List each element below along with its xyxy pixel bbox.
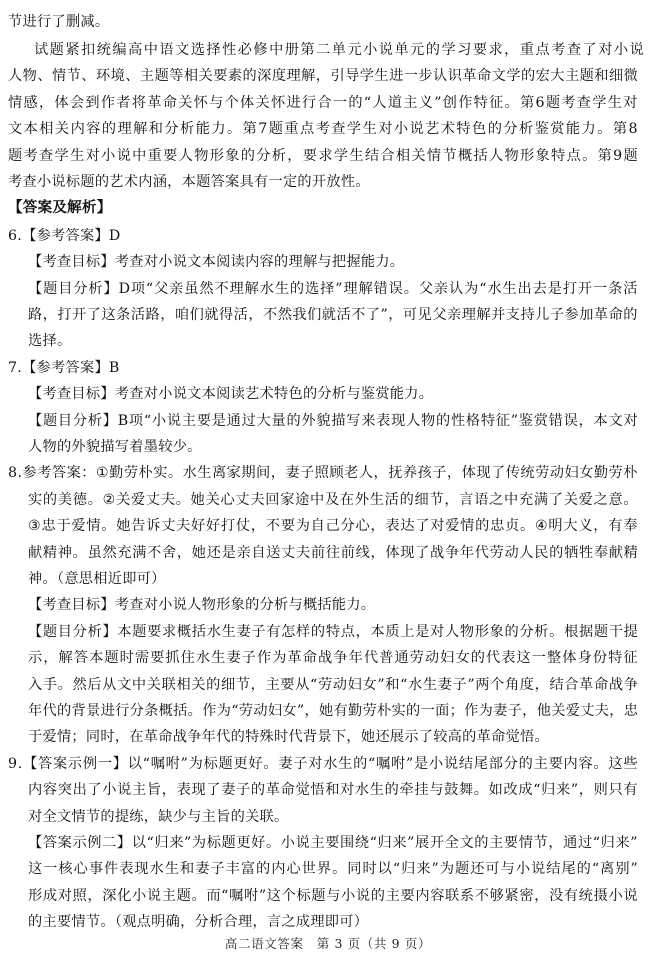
text-line: 节进行了删减。 xyxy=(8,14,110,30)
text-line: 示 ， 解 答 本 题 时 需 要 抓 住 水 生 妻 子 作 为 革 命 战 争 年 代 普 通 劳 动 妇 女 的 代 表 这 一 整 体 身 份 特 征 xyxy=(28,650,638,666)
text-line: 献 精 神 。 虽 然 充 满 不 舍 ， 她 还 是 亲 自 送 丈 夫 前 往 前 线 ， 体 现 了 战 争 年 代 劳 动 人 民 的 牺 牲 奉 献 精 xyxy=(28,545,638,561)
text-line: 9 . 【 答 案 示 例 一 】 以 “ 嘱 咐 ” 为 标 题 更 好 。 妻 子 对 水 生 的 “ 嘱 咐 ” 是 小 说 结 尾 部 分 的 主 要 内 容 。 这 些 xyxy=(8,756,638,772)
text-line: 入 手 。 然 后 从 文 中 关 联 相 关 的 细 节 ， 主 要 从 “ 劳 动 妇 女 ” 和 “ 水 生 妻 子 ” 两 个 角 度 ， 结 合 革 命 战 争 xyxy=(28,677,638,693)
text-line: 人 物 、 情 节 、 环 境 、 主 题 等 相 关 要 素 的 深 度 理 解 ， 引 导 学 生 进 一 步 认 识 革 命 文 学 的 宏 大 主 题 和 细 微 xyxy=(8,68,638,84)
text-line: 对全文情节的提练，缺少与主旨的关联。 xyxy=(28,809,289,825)
text-line: 神。（意思相近即可） xyxy=(28,571,166,587)
text-line: 这 一 核 心 事 件 表 现 水 生 和 妻 子 丰 富 的 内 心 世 界 。 同 时 以 “ 归 来 ” 为 题 还 可 与 小 说 结 尾 的 “ 离 别 ” xyxy=(28,861,638,877)
text-line: 【考查目标】考查对小说文本阅读内容的理解与把握能力。 xyxy=(28,254,405,270)
section-heading: 【答案及解析】 xyxy=(8,200,112,216)
text-line: 【 题 目 分 析 】 B 项 “ 小 说 主 要 是 通 过 大 量 的 外 貌 描 写 来 表 现 人 物 的 性 格 特 征 ” 鉴 赏 错 误 ， 本 文 对 xyxy=(28,413,638,429)
text-line: 内 容 突 出 了 小 说 主 旨 ， 表 现 了 妻 子 的 革 命 觉 悟 和 对 水 生 的 牵 挂 与 鼓 舞 。 如 改 成 “ 归 来 ” ， 则 只 有 xyxy=(28,782,638,798)
text-line: 【考查目标】考查对小说文本阅读艺术特色的分析与鉴赏能力。 xyxy=(28,386,434,402)
text-line: 题 考 查 学 生 对 小 说 中 重 要 人 物 形 象 的 分 析 ， 要 求 学 生 结 合 相 关 情 节 概 括 人 物 形 象 特 点 。 第 9 题 xyxy=(8,148,638,164)
text-line: 文 本 相 关 内 容 的 理 解 和 分 析 能 力 。 第 7 题 重 点 考 查 学 生 对 小 说 艺 术 特 色 的 分 析 鉴 赏 能 力 。 第 8 xyxy=(8,121,638,137)
text-line: 人物的外貌描写着墨较少。 xyxy=(28,439,202,455)
page-footer: 高二语文答案 第 3 页（共 9 页） xyxy=(224,936,432,951)
text-line: 【考查目标】考查对小说人物形象的分析与概括能力。 xyxy=(28,597,376,613)
text-line: 于爱情；同时，在革命战争年代的特殊时代背景下，她还展示了较高的革命觉悟。 xyxy=(28,729,549,745)
text-line: 形 成 对 照 ， 深 化 小 说 主 题 。 而 “ 嘱 咐 ” 这 个 标 题 与 小 说 的 主 要 内 容 联 系 不 够 紧 密 ， 没 有 统 摄 小 说 xyxy=(28,888,638,904)
text-line: 试 题 紧 扣 统 编 高 中 语 文 选 择 性 必 修 中 册 第 二 单 元 小 说 单 元 的 学 习 要 求 ， 重 点 考 查 了 对 小 说 xyxy=(34,42,644,58)
text-line: 路 ， 打 开 了 这 条 活 路 ， 咱 们 就 得 活 ， 不 然 我 们 就 活 不 了 ” ， 可 见 父 亲 理 解 并 支 持 儿 子 参 加 革 命 的 xyxy=(28,307,638,323)
text-line: ③ 忠 于 爱 情 。 她 告 诉 丈 夫 好 好 打 仗 ， 不 要 为 自 己 分 心 ， 表 达 了 对 爱 情 的 忠 贞 。 ④ 明 大 义 ， 有 奉 xyxy=(28,518,638,534)
text-line: 【 答 案 示 例 二 】 以 “ 归 来 ” 为 标 题 更 好 。 小 说 主 要 围 绕 “ 归 来 ” 展 开 全 文 的 主 要 情 节 ， 通 过 “ 归 来 ” xyxy=(28,835,638,851)
text-line: 考查小说标题的艺术内涵，本题答案具有一定的开放性。 xyxy=(8,174,370,190)
answer-number: 7.【参考答案】B xyxy=(8,360,120,376)
document-page xyxy=(8,4,648,960)
text-line: 选择。 xyxy=(28,333,72,349)
text-line: 情 感 ， 体 会 到 作 者 将 革 命 关 怀 与 个 体 关 怀 进 行 合 一 的 “ 人 道 主 义 ” 创 作 特 征 。 第 6 题 考 查 学 生 对 xyxy=(8,95,638,111)
text-line: 实 的 美 德 。 ② 关 爱 丈 夫 。 她 关 心 丈 夫 回 家 途 中 及 在 外 生 活 的 细 节 ， 言 语 之 中 充 满 了 关 爱 之 意 。 xyxy=(28,492,638,508)
answer-number: 6.【参考答案】D xyxy=(8,228,121,244)
text-line: 【 题 目 分 析 】 本 题 要 求 概 括 水 生 妻 子 有 怎 样 的 特 点 ， 本 质 上 是 对 人 物 形 象 的 分 析 。 根 据 题 干 提 xyxy=(28,624,638,640)
text-line: 【 题 目 分 析 】 D 项 “ 父 亲 虽 然 不 理 解 水 生 的 选 择 ” 理 解 错 误 。 父 亲 认 为 “ 水 生 出 去 是 打 开 一 条 活 xyxy=(28,281,638,297)
text-line: 8 . 参 考 答 案 ： ① 勤 劳 朴 实 。 水 生 离 家 期 间 ， 妻 子 照 顾 老 人 ， 抚 养 孩 子 ， 体 现 了 传 统 劳 动 妇 女 勤 劳 朴 xyxy=(8,465,638,481)
text-line: 年 代 的 背 景 进 行 分 条 概 括 。 作 为 “ 劳 动 妇 女 ” ， 她 有 勤 劳 朴 实 的 一 面 ； 作 为 妻 子 ， 他 关 爱 丈 夫 ， 忠 xyxy=(28,703,638,719)
text-line: 的主要情节。（观点明确，分析合理，言之成理即可） xyxy=(28,914,369,930)
